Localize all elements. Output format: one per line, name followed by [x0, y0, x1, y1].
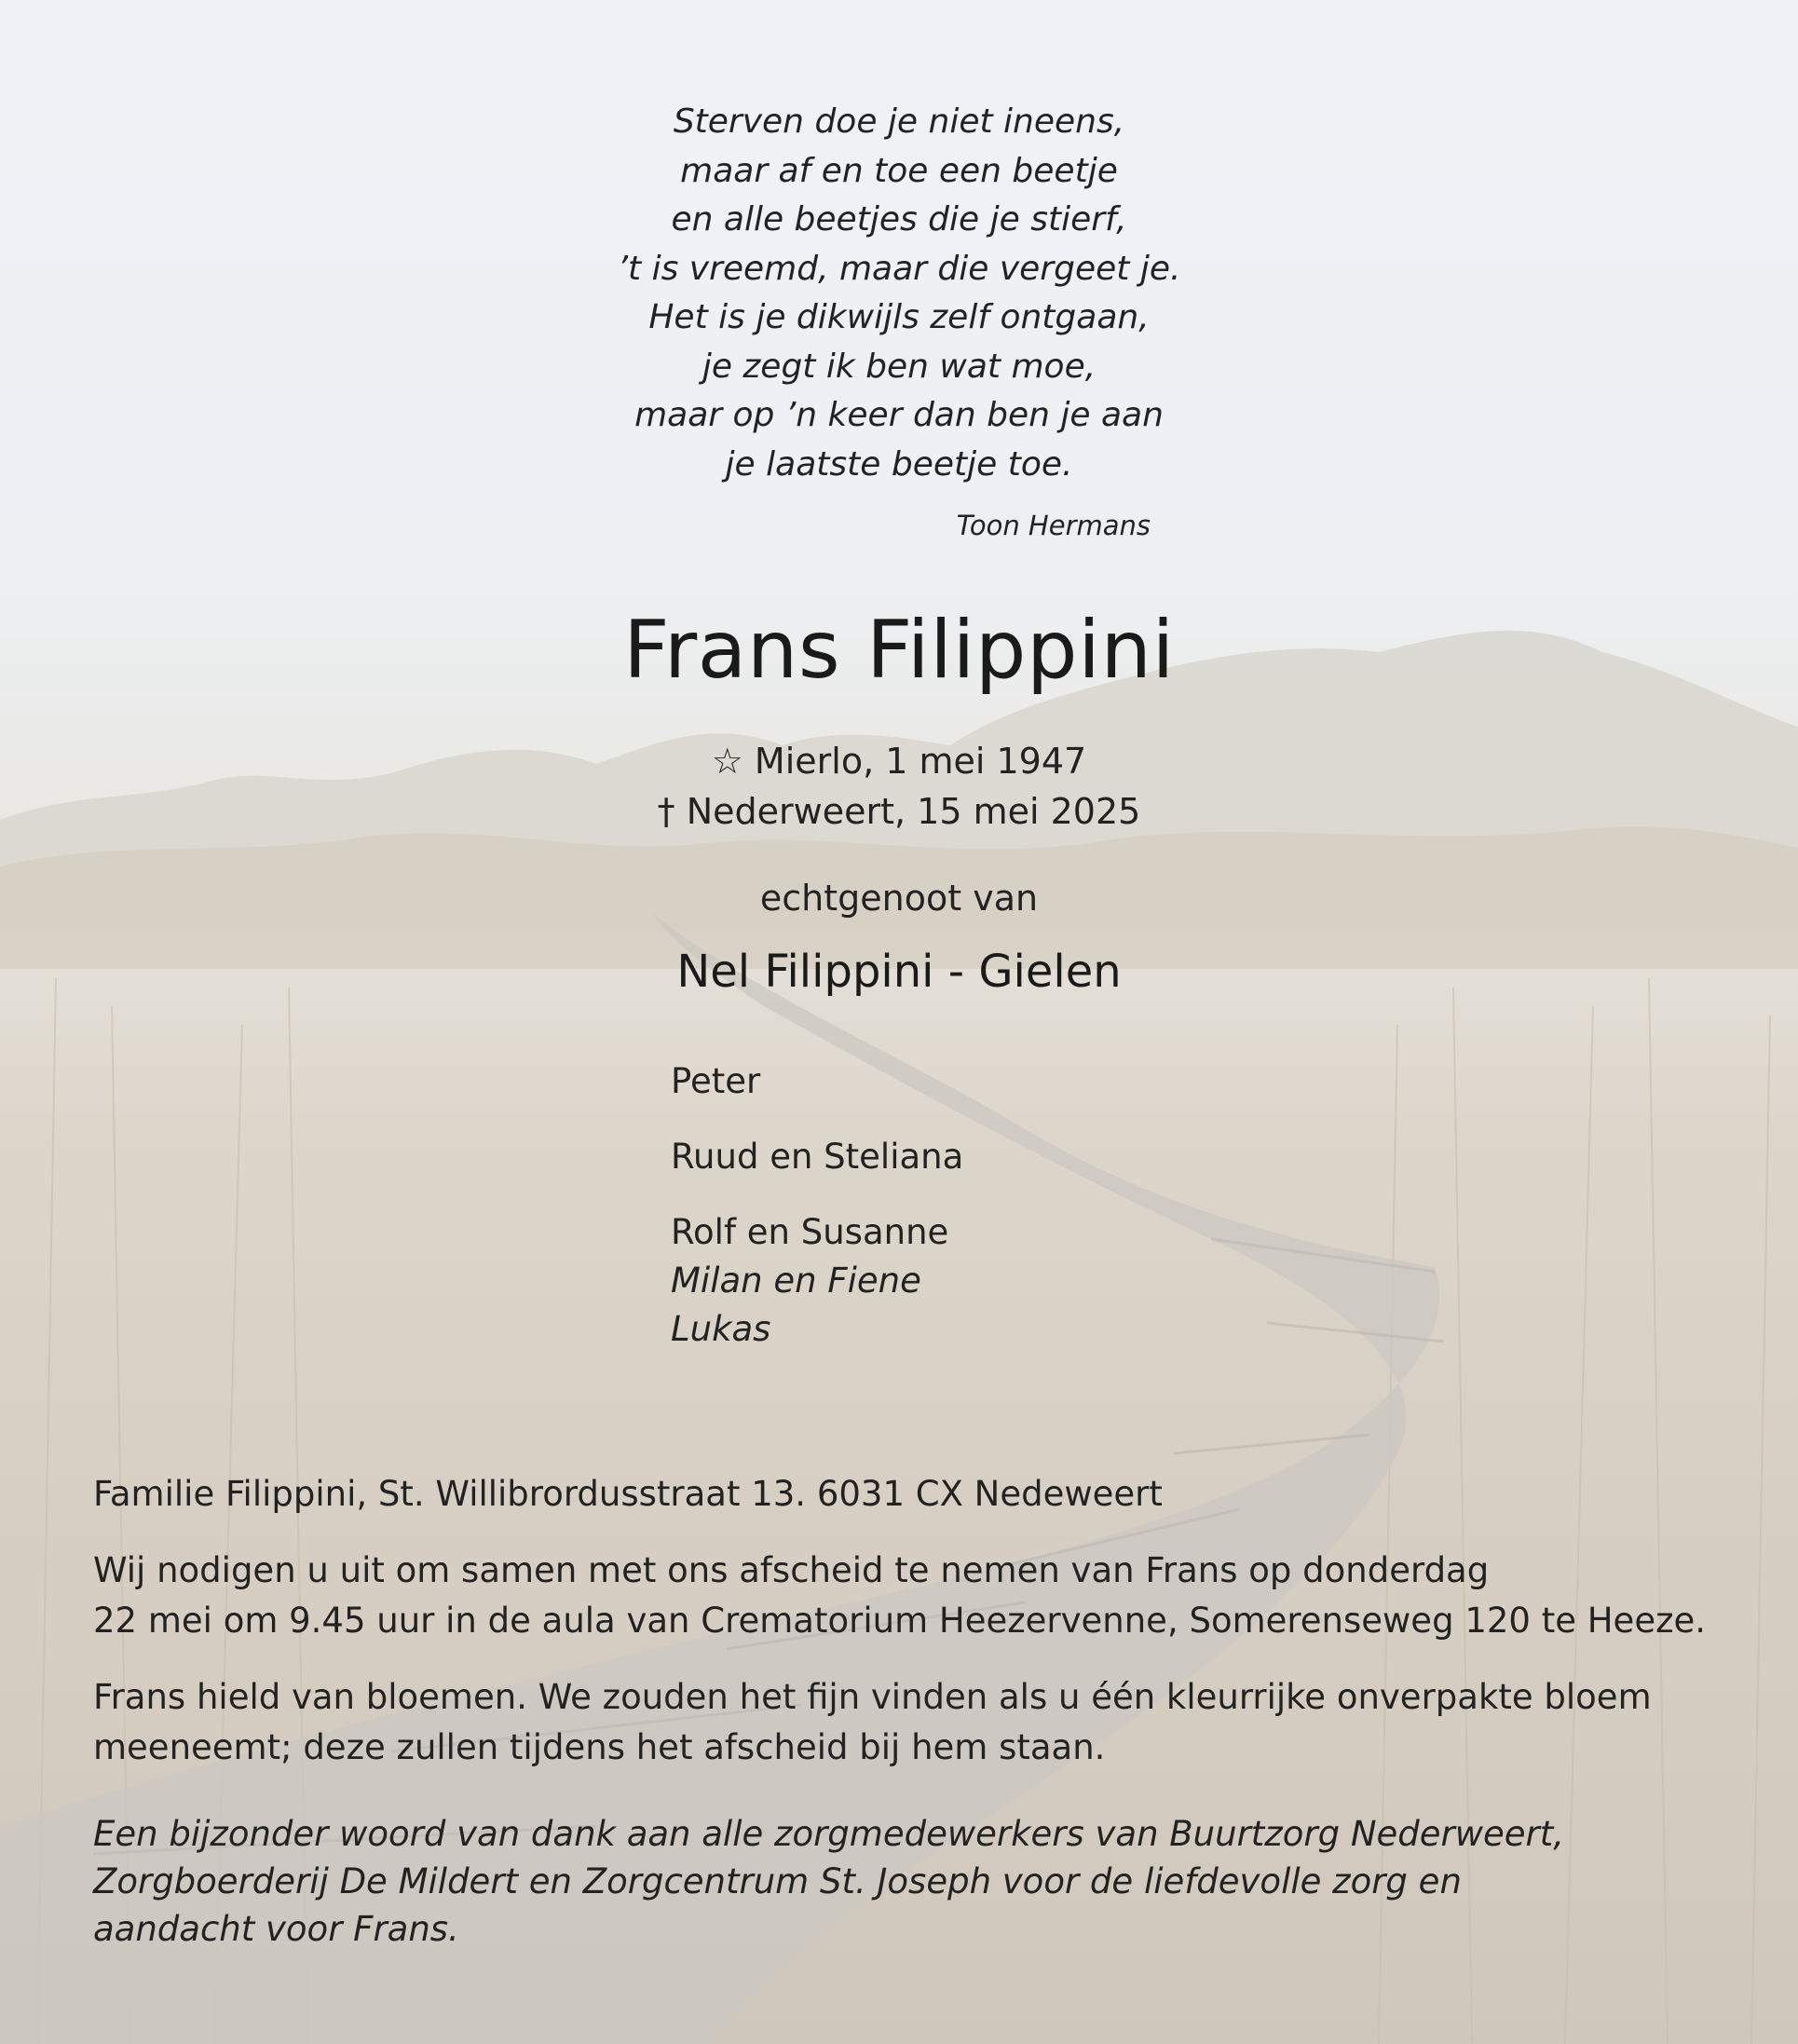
- family-address: Familie Filippini, St. Willibrordusstraat 13. 6031 CX Nedeweert: [93, 1474, 1163, 1514]
- family-group: [671, 1133, 963, 1181]
- thanks-line: Zorgboerderij De Mildert en Zorgcentrum St. Joseph voor de liefdevolle zorg en: [93, 1861, 1462, 1901]
- poem-author: Toon Hermans: [956, 510, 1151, 541]
- family-member: Peter: [671, 1061, 761, 1101]
- family-group: [671, 1208, 963, 1354]
- family-list: [671, 1057, 963, 1381]
- poem: [0, 98, 1798, 489]
- life-dates: [0, 736, 1798, 837]
- grandchildren: Lukas: [671, 1309, 771, 1349]
- poem-line: ’t is vreemd, maar die vergeet je.: [617, 249, 1181, 288]
- poem-line: je laatste beetje toe.: [725, 444, 1073, 484]
- flowers-line: meeneemt; deze zullen tijdens het afscheid bij hem staan.: [93, 1727, 1106, 1767]
- poem-line: en alle beetjes die je stierf,: [671, 200, 1127, 238]
- invitation-line: Wij nodigen u uit om samen met ons afscheid te nemen van Frans op donderdag: [93, 1550, 1490, 1590]
- spouse-name: Nel Filippini - Gielen: [676, 946, 1122, 998]
- poem-line: maar op ’n keer dan ben je aan: [634, 396, 1164, 434]
- flowers-paragraph: [93, 1672, 1733, 1773]
- death-line: † Nederweert, 15 mei 2025: [657, 791, 1141, 832]
- thanks-line: Een bijzonder woord van dank aan alle zorgmedewerkers van Buurtzorg Nederweert,: [93, 1814, 1564, 1854]
- grandchildren: Milan en Fiene: [671, 1260, 921, 1301]
- birth-line: ☆ Mierlo, 1 mei 1947: [711, 741, 1087, 782]
- thanks-paragraph: [93, 1810, 1733, 1953]
- poem-line: maar af en toe een beetje: [680, 151, 1118, 190]
- deceased-name: Frans Filippini: [623, 604, 1175, 697]
- footer-text: [93, 1469, 1733, 1979]
- flowers-line: Frans hield van bloemen. We zouden het fijn vinden als u één kleurrijke onverpakte bloem: [93, 1677, 1652, 1717]
- family-member: Ruud en Steliana: [671, 1137, 964, 1177]
- relation-label: echtgenoot van: [759, 878, 1039, 919]
- thanks-line: aandacht voor Frans.: [93, 1909, 459, 1949]
- poem-line: Het is je dikwijls zelf ontgaan,: [648, 298, 1150, 336]
- invitation-line: 22 mei om 9.45 uur in de aula van Crematorium Heezervenne, Somerenseweg 120 te Heeze.: [93, 1601, 1707, 1641]
- poem-line: je zegt ik ben wat moe,: [701, 347, 1097, 386]
- family-member: Rolf en Susanne: [671, 1212, 949, 1252]
- poem-line: Sterven doe je niet ineens,: [673, 102, 1125, 141]
- invitation-paragraph: [93, 1546, 1733, 1646]
- family-group: [671, 1057, 963, 1106]
